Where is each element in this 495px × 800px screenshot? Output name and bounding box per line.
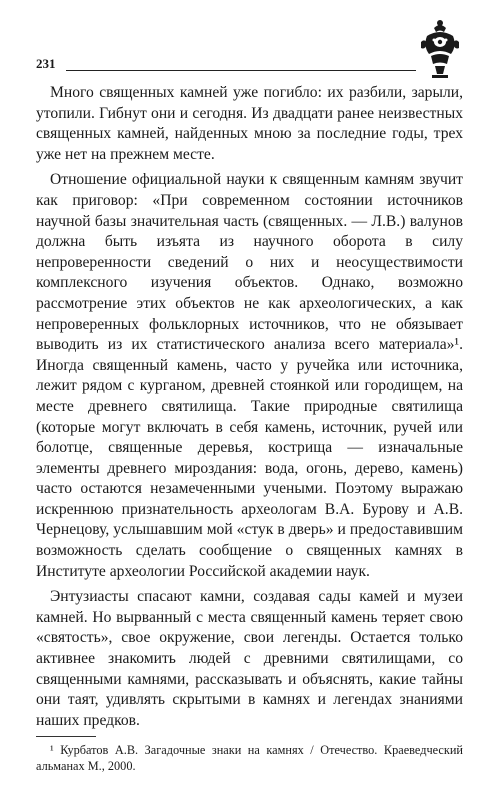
main-text	[36, 83, 463, 736]
header-rule	[66, 70, 416, 71]
paragraph: Отношение официальной науки к священным камням звучит как приговор: «При современном состоянии источников научной базы значительная часть (священных. — Л.В.) валунов должна быть изъята из научного оборота в силу непроверенности сведений о них и неосуществимости комплексного изучения объектов. Однако, возможно рассмотрение этих объектов не как археологических, а как непроверенных фольклорных источников, что не обязывает выводить из их статистического анализа всего материала»¹. Иногда священный камень, часто у ручейка или источника, лежит рядом с курганом, древней стоянкой или городищем, на месте древнего святилища. Такие природные святилища (которые могут включать в себя камень, источник, ручей или болотце, священные деревья, кострища — изначальные элементы древнего мироздания: вода, огонь, дерево, камень) часто остаются незамеченными учеными. Поэтому выражаю искреннюю признательность археологам В.А. Бурову и А.В. Чернецову, услышавшим мой «стук в дверь» и предоставившим возможность сделать сообщение о священных камнях в Институте археологии Российской академии наук.	[36, 171, 463, 580]
ornament-emblem-icon	[417, 18, 463, 80]
footnote-rule	[36, 736, 96, 737]
page-number: 231	[36, 56, 56, 71]
paragraph: Энтузиасты спасают камни, создавая сады камей и музеи камней. Но вырванный с места священный камень теряет свою «святость», свое окружение, свои легенды. Остается только активнее знакомить людей с древними святилищами, со священными камнями, рассказывать и объяснять, какие тайны они таят, удивлять скрытыми в камнях и легендах знаниями наших предков.	[36, 588, 463, 729]
page-header	[36, 52, 416, 80]
footnote: ¹ Курбатов А.В. Загадочные знаки на камнях / Отечество. Краеведческий альманах М., 2000.	[36, 743, 463, 774]
paragraph: Много священных камней уже погибло: их разбили, зарыли, утопили. Гибнут они и сегодня. Из двадцати ранее неизвестных священных камней, найденных мною за последние годы, трех уже нет на прежнем месте.	[36, 84, 463, 163]
